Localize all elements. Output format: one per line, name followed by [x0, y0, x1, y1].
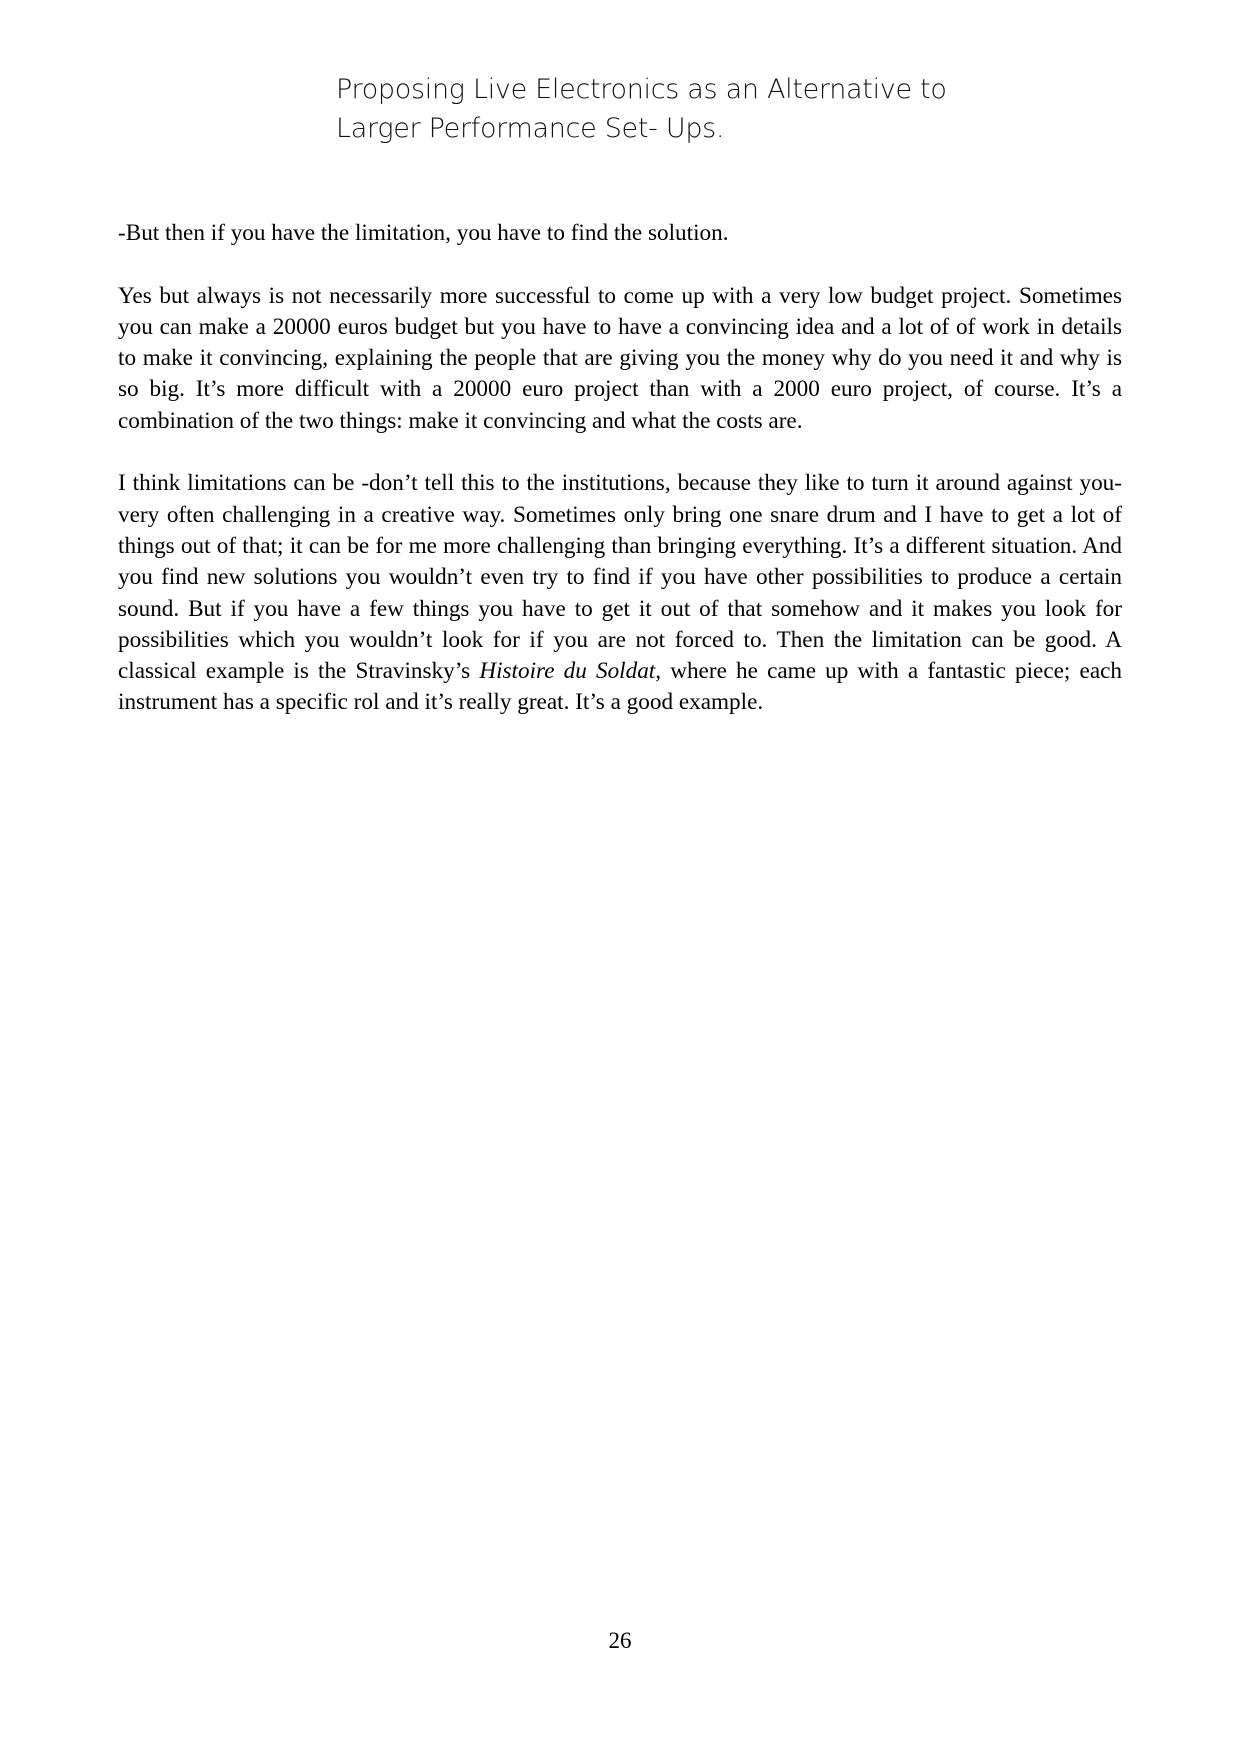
running-header-title: [336, 70, 947, 148]
paragraph-budget: Yes but always is not necessarily more successful to come up with a very low budget project. Sometimes you can make a 20000 euros budget but you have to have a convincing idea and a lot of of work in details to make it convincing, explaining the people that are giving you the money why do you need it and why is so big. It’s more difficult with a 20000 euro project than with a 2000 euro project, of course. It’s a combination of the two things: make it convincing and what the costs are.: [118, 282, 1122, 434]
paragraph-limitations-text-1: I think limitations can be -don’t tell this to the institutions, because they like to turn it around against you- very often challenging in a creative way. Sometimes only bring one snare drum and I have to get a lot of things out of that; it can be for me more challenging than bringing everything. It’s a different situation. And you find new solutions you wouldn’t even try to find if you have other possibilities to produce a certain sound. But if you have a few things you have to get it out of that somehow and it makes you look for possibilities which you wouldn’t look for if you are not forced to. Then the limitation can be good. A classical example is the Stravinsky’s: [118, 470, 1122, 685]
document-body: [118, 218, 1122, 750]
work-title-italic: Histoire du Soldat,: [479, 658, 662, 685]
interview-question: -But then if you have the limitation, you have to find the solution.: [118, 220, 729, 246]
paragraph-limitations-text-2: where he came up with a fantastic piece; each instrument has a specific rol and it’s really great. It’s a good example.: [118, 658, 1123, 716]
header-title-line-2: Larger Performance Set- Ups.: [336, 113, 725, 144]
page-number: 26: [608, 1628, 632, 1653]
paragraph-limitations: [118, 468, 1122, 718]
header-title-line-1: Proposing Live Electronics as an Alternative to: [336, 74, 947, 105]
